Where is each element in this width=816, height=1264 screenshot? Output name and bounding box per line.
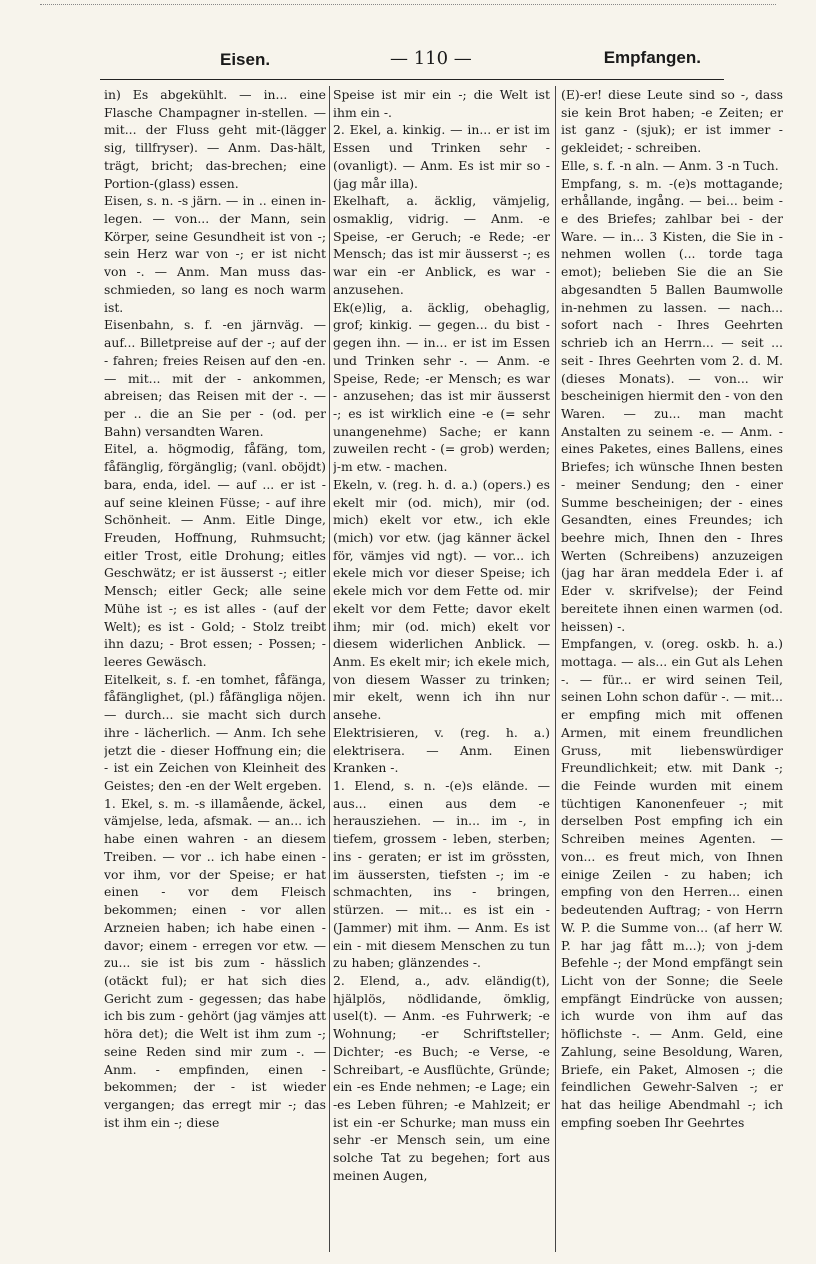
header-right-word: Empfangen. (603, 48, 701, 67)
entry-paragraph: Ekeln, v. (reg. h. d. a.) (opers.) es ekelt mir (od. mich), mir (od. mich) ekelt vor etw., ich ekle (mich) vor etw. (jag känner äckel för, vämjes vid ngt). — vor... ich ekele mich vor dieser Speise; ich ekele mich vor dem Fette od. mir ekelt vor dem Fette; davor ekelt ihm; mir (od. mich) ekelt vor diesem widerlichen Anblick. — Anm. Es ekelt mir; ich ekele mich, von diesem Wasser zu trinken; mir ekelt, wenn ich ihn nur ansehe. (333, 476, 550, 723)
column-divider (555, 86, 556, 1252)
top-edge-line (40, 4, 776, 5)
text-column-2 (333, 86, 550, 1252)
entry-paragraph: Eisenbahn, s. f. -en järnväg. — auf... Billetpreise auf der -; auf der - fahren; freies Reisen auf den -en. — mit... mit der - ankommen, abreisen; das Reisen mit der -. — per .. die an Sie per - (od. per Bahn) versandten Waren. (104, 317, 326, 439)
entry-paragraph: Eitel, a. högmodig, fåfäng, tom, fåfänglig, förgänglig; (vanl. oböjdt) bara, enda, idel. — auf ... er ist - auf seine kleinen Füsse; - auf ihre Schönheit. — Anm. Eitle Dinge, Freuden, Hoffnung, Ruhmsucht; eitler Trost, eitle Drohung; eitles Geschwätz; er ist äusserst -; eitler Mensch; eitler Geck; alle seine Mühe ist -; es ist alles - (auf der Welt); es ist - Gold; - Stolz treibt ihn dazu; - Brot essen; - Possen; - leeres Gewäsch. (104, 441, 326, 669)
entry-paragraph: Speise ist mir ein -; die Welt ist ihm ein -. (333, 87, 550, 120)
text-column-3 (561, 86, 783, 1252)
page-number: — 110 — (390, 48, 472, 69)
page-header (95, 42, 721, 76)
column-divider (329, 86, 330, 1252)
entry-paragraph: 1. Elend, s. n. -(e)s elände. — aus... einen aus dem -e herausziehen. — in... im -, in tiefem, grossem - leben, sterben; ins - geraten; er ist im grössten, im äussersten, tiefsten -; im -e schmachten, ins - bringen, stürzen. — mit... es ist ein - (Jammer) mit ihm. — Anm. Es ist ein - mit diesem Menschen zu tun zu haben; glänzendes -. (333, 778, 550, 971)
entry-paragraph: (E)-er! diese Leute sind so -, dass sie kein Brot haben; -e Zeiten; er ist ganz - (sjuk); er ist immer - gekleidet; - schreiben. (561, 87, 783, 156)
header-left-word: Eisen. (220, 50, 271, 69)
header-rule (100, 79, 724, 80)
entry-paragraph: 2. Elend, a., adv. eländig(t), hjälplös, nödlidande, ömklig, usel(t). — Anm. -es Fuhrwerk; -e Wohnung; -er Schriftsteller; Dichter; -es Buch; -e Verse, -e Schreibart, -e Ausflüchte, Gründe; ein -es Ende nehmen; -e Lage; ein -es Leben führen; -e Mahlzeit; er ist ein -er Schurke; man muss ein sehr -er Mensch sein, um eine solche Tat zu begehen; fort aus meinen Augen, (333, 972, 550, 1183)
entry-paragraph: Ekelhaft, a. äcklig, vämjelig, osmaklig, vidrig. — Anm. -e Speise, -er Geruch; -e Rede; -er Mensch; das ist mir äusserst -; es war ein -er Anblick, es war - anzusehen. (333, 193, 550, 297)
entry-paragraph: Empfang, s. m. -(e)s mottagande; erhållande, ingång. — bei... beim -e des Briefes; zahlbar bei - der Ware. — in... 3 Kisten, die Sie in - nehmen wollen (... torde taga emot); belieben Sie die an Sie abgesandten 5 Ballen Baumwolle in-nehmen zu lassen. — nach... sofort nach - Ihres Geehrten schrieb ich an Herrn... — seit ... seit - Ihres Geehrten vom 2. d. M. (dieses Monats). — von... wir bescheinigen hiermit den - von den Waren. — zu... man macht Anstalten zu seinem -e. — Anm. - eines Paketes, eines Ballens, eines Briefes; ich wünsche Ihnen besten - meiner Sendung; den - einer Summe bescheinigen; der - eines Gesandten, eines Freundes; ich beehre mich, Ihnen den - Ihres Werten (Schreibens) anzuzeigen (jag har äran meddela Eder i. af Eder v. skrifvelse); der Feind bereitete ihnen einen warmen (od. heissen) -. (561, 175, 783, 634)
entry-paragraph: Eitelkeit, s. f. -en tomhet, fåfänga, fåfänglighet, (pl.) fåfängliga nöjen. — durch... sie macht sich durch ihre - lächerlich. — Anm. Ich sehe jetzt die - dieser Hoffnung ein; die - ist ein Zeichen von Kleinheit des Geistes; den -en der Welt ergeben. (104, 671, 326, 794)
entry-paragraph: Elektrisieren, v. (reg. h. a.) elektrisera. — Anm. Einen Kranken -. (333, 724, 550, 776)
entry-paragraph: in) Es abgekühlt. — in... eine Flasche Champagner in-stellen. — mit... der Fluss geht mit-(lägger sig, tillfryser). — Anm. Das-hält, trägt, bricht; das-brechen; eine Portion-(glass) essen. (104, 87, 326, 191)
text-column-1 (104, 86, 326, 1252)
entry-paragraph: Ek(e)lig, a. äcklig, obehaglig, grof; kinkig. — gegen... du bist - gegen ihn. — in... er ist im Essen und Trinken sehr -. — Anm. -e Speise, Rede; -er Mensch; es war - anzusehen; das ist mir äusserst -; es ist wirklich eine -e (= sehr unangenehme) Sache; er kann zuweilen recht - (= grob) werden; j-m etw. - machen. (333, 299, 550, 475)
entry-paragraph: 2. Ekel, a. kinkig. — in... er ist im Essen und Trinken sehr - (ovanligt). — Anm. Es ist mir so - (jag mår illa). (333, 122, 550, 191)
entry-paragraph: 1. Ekel, s. m. -s illamående, äckel, vämjelse, leda, afsmak. — an... ich habe einen wahren - an diesem Treiben. — vor .. ich habe einen - vor ihm, vor der Speise; er hat einen - vor dem Fleisch bekommen; einen - vor allen Arzneien haben; ich habe einen - davor; einem - erregen vor etw. — zu... sie ist bis zum - hässlich (otäckt ful); er hat sich dies Gericht zum - gegessen; das habe ich bis zum - gehört (jag vämjes att höra det); die Welt ist ihm zum -; seine Reden sind mir zum -. — Anm. - empfinden, einen - bekommen; der - ist wieder vergangen; das erregt mir -; das ist ihm ein -; diese (104, 795, 326, 1130)
entry-paragraph: Empfangen, v. (oreg. oskb. h. a.) mottaga. — als... ein Gut als Lehen -. — für... er wird seinen Teil, seinen Lohn schon dafür -. — mit... er empfing mich mit offenen Armen, mit einem freundlichen Gruss, mit liebenswürdiger Freundlichkeit; etw. mit Dank -; die Feinde wurden mit einem tüchtigen Kanonenfeuer -; mit derselben Post empfing ich ein Schreiben meines Agenten. — von... es freut mich, von Ihnen einige Zeilen - zu haben; ich empfing von den Herren... einen bedeutenden Auftrag; - von Herrn W. P. die Summe von... (af herr W. P. har jag fått m...); von j-dem Befehle -; der Mond empfängt sein Licht von der Sonne; die Seele empfängt Eindrücke von aussen; ich wurde von ihm auf das höflichste -. — Anm. Geld, eine Zahlung, seine Besoldung, Waren, Briefe, ein Paket, Almosen -; die feindlichen Gewehr-Salven -; er hat das heilige Abendmahl -; ich empfing soeben Ihr Geehrtes (561, 636, 783, 1130)
entry-paragraph: Eisen, s. n. -s järn. — in .. einen in-legen. — von... der Mann, sein Körper, seine Gesundheit ist von -; sein Herz war von -; er ist nicht von -. — Anm. Man muss das-schmieden, so lang es noch warm ist. (104, 193, 326, 315)
entry-paragraph: Elle, s. f. -n aln. — Anm. 3 -n Tuch. (561, 157, 779, 173)
